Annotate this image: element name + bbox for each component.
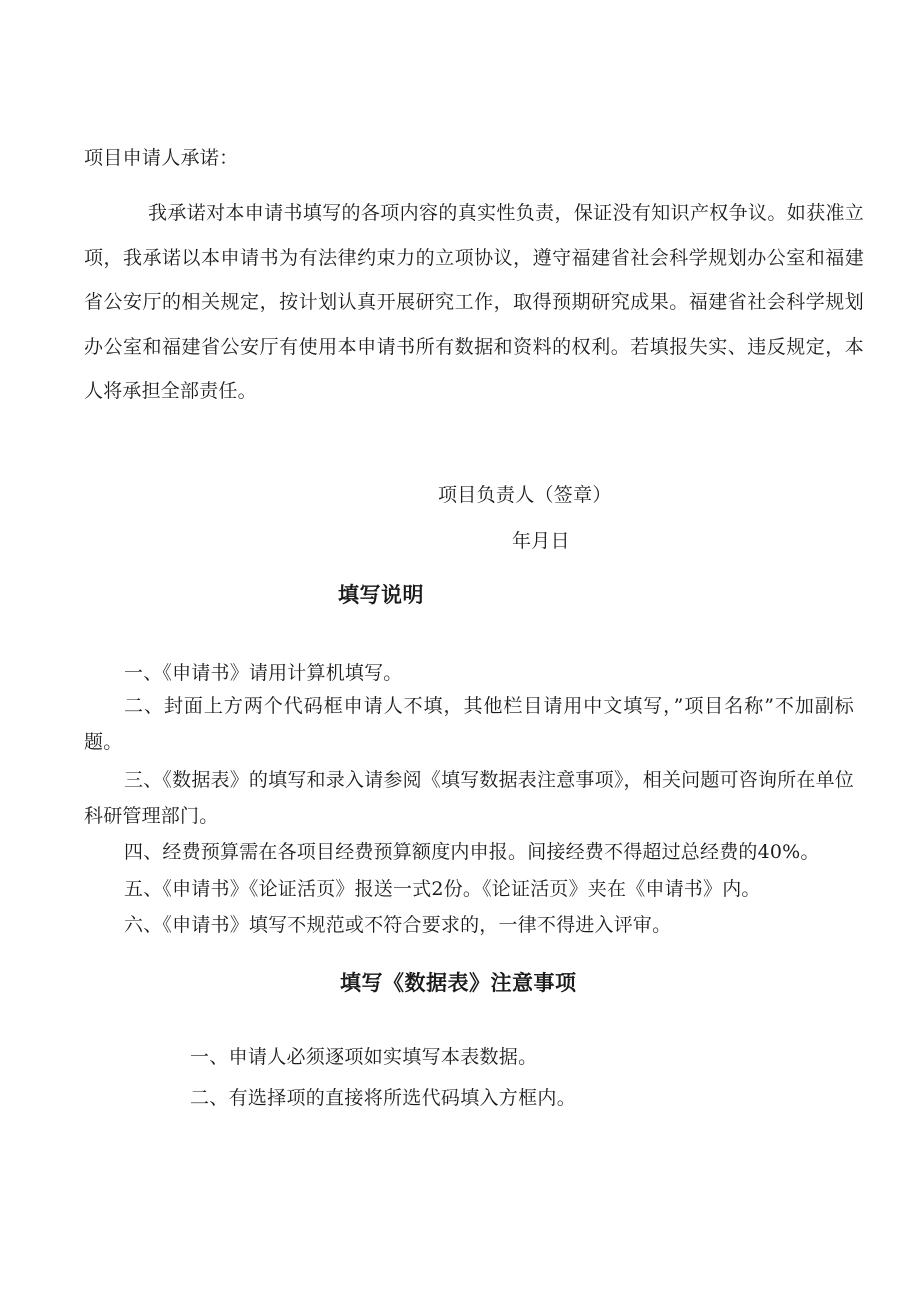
instruction-item: 二、封面上方两个代码框申请人不填，其他栏目请用中文填写，”项目名称”不加副标题。 <box>84 695 854 753</box>
notice-item: 二、有选择项的直接将所选代码填入方框内。 <box>190 1087 577 1109</box>
instruction-item: 四、经费预算需在各项目经费预算额度内申报。间接经费不得超过总经费的40%。 <box>124 841 820 863</box>
pledge-heading: 项目申请人承诺： <box>84 147 239 169</box>
instruction-item: 一、《申请书》请用计算机填写。 <box>124 662 403 684</box>
pledge-paragraph: 我承诺对本申请书填写的各项内容的真实性负责，保证没有知识产权争议。如获准立项，我承诺以本申请书为有法律约束力的立项协议，遵守福建省社会科学规划办公室和福建省公安厅的相关规定，按计划认真开展研究工作，取得预期研究成果。福建省社会科学规划办公室和福建省公安厅有使用本申请书所有数据和资料的权利。若填报失实、违反规定，本人将承担全部责任。 <box>84 202 864 402</box>
date-label: 年月日 <box>512 530 570 552</box>
signature-label: 项目负责人（签章） <box>438 484 612 506</box>
instruction-item: 三、《数据表》的填写和录入请参阅《填写数据表注意事项》，相关问题可咨询所在单位科研管理部门。 <box>84 769 854 827</box>
instructions-title: 填写说明 <box>338 583 424 607</box>
instruction-item: 五、《申请书》《论证活页》报送一式2份。《论证活页》夹在《申请书》内。 <box>124 878 761 900</box>
instruction-item: 六、《申请书》填写不规范或不符合要求的，一律不得进入评审。 <box>124 914 672 936</box>
notice-item: 一、申请人必须逐项如实填写本表数据。 <box>190 1046 538 1068</box>
data-table-notes-title: 填写《数据表》注意事项 <box>340 971 577 995</box>
